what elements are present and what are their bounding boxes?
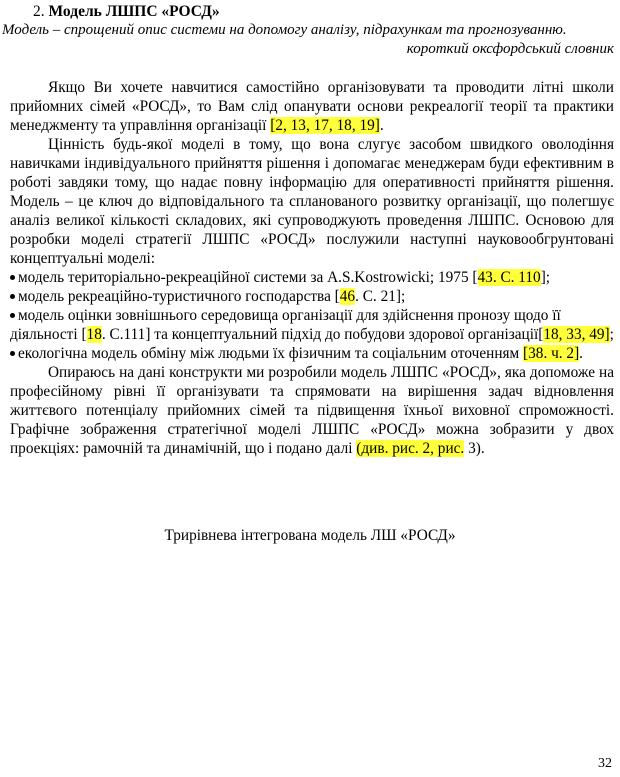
section-title: Модель ЛШПС «РОСД» xyxy=(48,3,220,20)
citation-highlight: 18 xyxy=(86,326,102,343)
epigraph-source: короткий оксфордський словник xyxy=(406,41,614,57)
epigraph xyxy=(2,21,614,59)
bullet-icon xyxy=(10,275,15,280)
citation-highlight: 43. С. 110 xyxy=(477,269,541,286)
section-heading xyxy=(33,2,220,21)
epigraph-quote: Модель – спрощений опис системи на допомогу аналізу, підрахункам та прогнозуванню. xyxy=(2,22,567,38)
citation-highlight: 18, 33, 49] xyxy=(543,326,610,343)
citation-highlight: [2, 13, 17, 18, 19] xyxy=(270,117,380,134)
page-number: 32 xyxy=(598,756,612,771)
paragraph-value: Цінність будь-якої моделі в тому, що вона слугує засобом швидкого оволодіння навичками індивідуального прийняття рішення і допомагає менеджерам буди ефективним в роботі завдяки тому, що надає повну інформацію для оперативності прийняття рішення. Модель – це ключ до відповідального та спланованого розвитку організації, що полегшує аналіз великої кількості складових, які супроводжують проведення ЛШПС. Основою для розробки моделі стратегії ЛШПС «РОСД» послужили наступні науковообгрунтовані концептуальні моделі: xyxy=(10,136,614,267)
bullet-icon xyxy=(10,294,15,299)
bullet-icon xyxy=(10,351,15,356)
bullet-item: модель рекреаційно-туристичного господарства [46. С. 21]; xyxy=(10,287,614,306)
body-text xyxy=(10,78,614,458)
section-number: 2. xyxy=(33,3,45,20)
citation-highlight: [38. ч. 2] xyxy=(523,345,580,362)
bullet-item: модель територіально-рекреаційної системи за A.S.Kostrowicki; 1975 [43. С. 110]; xyxy=(10,268,614,287)
bullet-icon xyxy=(10,313,15,318)
citation-highlight: 46 xyxy=(339,288,356,305)
citation-highlight: (див. рис. 2, рис. xyxy=(356,440,465,457)
bullet-item: екологічна модель обміну між людьми їх фізичним та соціальним оточенням [38. ч. 2]. xyxy=(10,344,614,363)
paragraph-intro: Якщо Ви хочете навчитися самостійно організовувати та проводити літні школи прийомних сімей «РОСД», то Вам слід опанувати основи рекреалогії теорії та практики менеджменту та управління організації [2, 13, 17, 18, 19]. xyxy=(10,79,614,134)
bullet-item: модель оцінки зовнішнього середовища організації для здійснення пронозу щодо її діяльності [18. С.111] та концептуальний підхід до побудови здорової організації[18, 33, 49]; xyxy=(10,307,614,343)
paragraph-model: Опираюсь на дані конструкти ми розробили модель ЛШПС «РОСД», яка допоможе на професійному рівні її організувати та спрямовати на вирішення задач відновлення життєвого потенціалу прийомних сімей та підвищення їхньої виховної спроможності. Графічне зображення стратегічної моделі ЛШПС «РОСД» можна зобразити у двох проекціях: рамочній та динамічній, що і подано далі (див. рис. 2, рис. 3). xyxy=(10,364,614,457)
figure-caption: Трирівнева інтегрована модель ЛШ «РОСД» xyxy=(164,527,456,544)
